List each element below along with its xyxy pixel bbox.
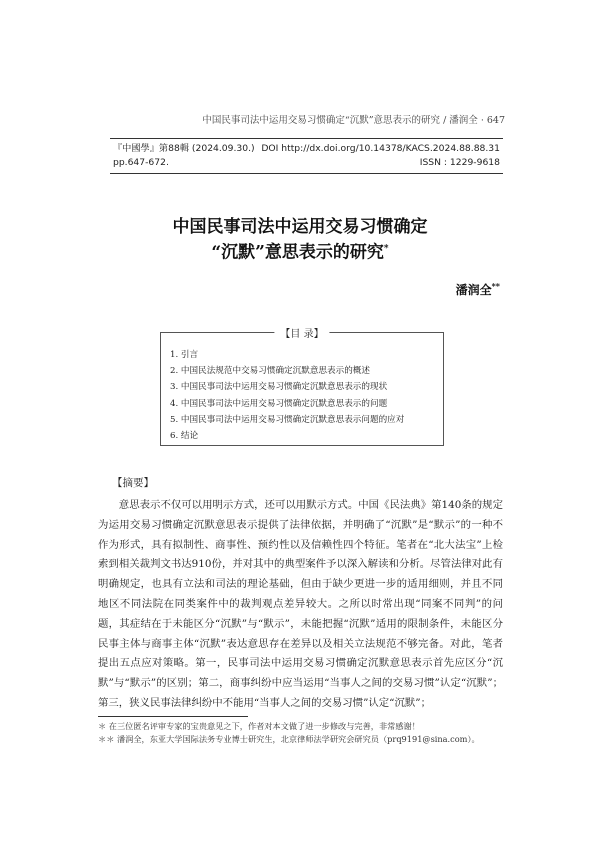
title-line-1: 中国民事司法中运用交易习惯确定 (172, 217, 428, 237)
doi-link[interactable]: DOI http://dx.doi.org/10.14378/KACS.2024.88.88.31 (261, 143, 500, 154)
running-head: 中国民事司法中运用交易习惯确定“沉默”意思表示的研究 / 潘润全 · 647 (202, 115, 505, 126)
toc-heading: 【目 录】 (274, 325, 329, 340)
abstract-label: 【摘要】 (112, 477, 154, 489)
journal-meta-row-2 (113, 156, 500, 170)
title-line-2-text: “沉默”意思表示的研究 (211, 242, 384, 263)
toc-list (170, 347, 439, 444)
title-line-2 (100, 238, 500, 264)
journal-citation: 『中國學』第88輯 (2024.09.30.) (113, 143, 255, 154)
toc-item: 3. 中国民事司法中运用交易习惯确定沉默意思表示的现状 (170, 382, 388, 393)
footnote-2: ＊＊ 潘润全，东亚大学国际法务专业博士研究生，北京律师法学研究会研究员（prq9191@sina.com）。 (98, 734, 480, 744)
footnotes (98, 720, 508, 746)
journal-meta-box (110, 138, 503, 174)
author (380, 281, 500, 298)
abstract-body: 意思表示不仅可以用明示方式，还可以用默示方式。中国《民法典》第140条的规定为运用交易习惯确定沉默意思表示提供了法律依据，并明确了“沉默”是“默示”的一种不作为形式，具有拟制性、商事性、预约性以及信赖性四个特征。笔者在“北大法宝”上检索到相关裁判文书达910份，并对其中的典型案件予以深入解读和分析。尽管法律对此有明确规定，也具有立法和司法的理论基础，但由于缺少更进一步的适用细则，并且不同地区不同法院在同类案件中的裁判观点差异较大。之所以时常出现“同案不同判”的问题，其症结在于未能区分“沉默”与“默示”，未能把握“沉默”适用的限制条件，未能区分民事主体与商事主体“沉默”表达意思存在差异以及相关立法规范不够完备。对此，笔者提出五点应对策略。第一，民事司法中运用交易习惯确定沉默意思表示首先应区分“沉默”与“默示”的区别；第二，商事纠纷中应当运用“当事人之间的交易习惯”认定“沉默”；第三，狭义民事法律纠纷中不能用“当事人之间的交易习惯”认定“沉默”； (98, 499, 503, 709)
toc-item: 5. 中国民事司法中运用交易习惯确定沉默意思表示问题的应对 (170, 414, 405, 425)
toc-item: 1. 引言 (170, 350, 199, 360)
toc-item: 6. 结论 (170, 431, 199, 442)
title-footnote-mark[interactable]: * (383, 244, 389, 254)
issn: ISSN : 1229-9618 (419, 157, 500, 168)
paper-title (100, 216, 500, 264)
table-of-contents (160, 329, 444, 446)
journal-meta-row-1 (113, 142, 500, 156)
author-name: 潘润全 (455, 283, 492, 297)
toc-item: 2. 中国民法规范中交易习惯确定沉默意思表示的概述 (170, 366, 370, 377)
page-range: pp.647-672. (113, 157, 169, 168)
footnote-divider (98, 716, 248, 717)
author-footnote-mark[interactable]: ** (491, 281, 500, 291)
footnote-1: ＊ 在三位匿名评审专家的宝贵意见之下，作者对本文做了进一步修改与完善，非常感谢！ (98, 721, 420, 731)
toc-item: 4. 中国民事司法中运用交易习惯确定沉默意思表示的问题 (170, 398, 388, 409)
